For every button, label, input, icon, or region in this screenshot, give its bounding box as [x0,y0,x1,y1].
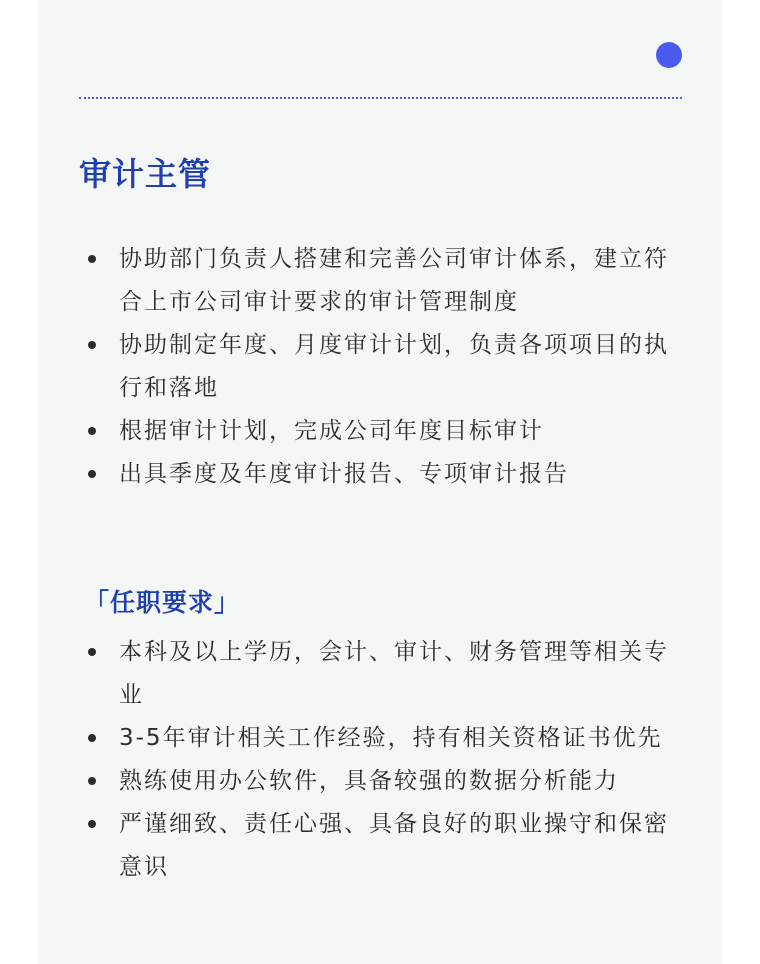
bullet-icon [88,341,96,349]
bullet-icon [88,820,96,828]
list-item-text: 严谨细致、责任心强、具备良好的职业操守和保密意识 [119,811,669,880]
requirements-heading: 「任职要求」 [84,588,241,617]
list-item-text: 协助部门负责人搭建和完善公司审计体系，建立符合上市公司审计要求的审计管理制度 [119,246,669,315]
bullet-icon [88,255,96,263]
job-title: 审计主管 [79,155,212,193]
bullet-icon [88,648,96,656]
bullet-icon [88,734,96,742]
list-item-text: 协助制定年度、月度审计计划，负责各项项目的执行和落地 [119,332,669,401]
bullet-icon [88,777,96,785]
list-item-text: 3-5年审计相关工作经验，持有相关资格证书优先 [119,725,663,751]
dotted-divider [79,97,682,99]
list-item [84,238,684,324]
bullet-icon [88,470,96,478]
decorative-dot [656,42,682,68]
list-item [84,760,684,803]
bullet-icon [88,427,96,435]
list-item-text: 根据审计计划，完成公司年度目标审计 [119,418,544,444]
list-item-text: 熟练使用办公软件，具备较强的数据分析能力 [119,768,619,794]
list-item [84,717,684,760]
requirements-list [84,631,684,889]
list-item-text: 出具季度及年度审计报告、专项审计报告 [119,461,569,487]
list-item-text: 本科及以上学历，会计、审计、财务管理等相关专业 [119,639,669,708]
list-item [84,453,684,496]
list-item [84,410,684,453]
list-item [84,631,684,717]
duties-list [84,238,684,496]
list-item [84,324,684,410]
list-item [84,803,684,889]
